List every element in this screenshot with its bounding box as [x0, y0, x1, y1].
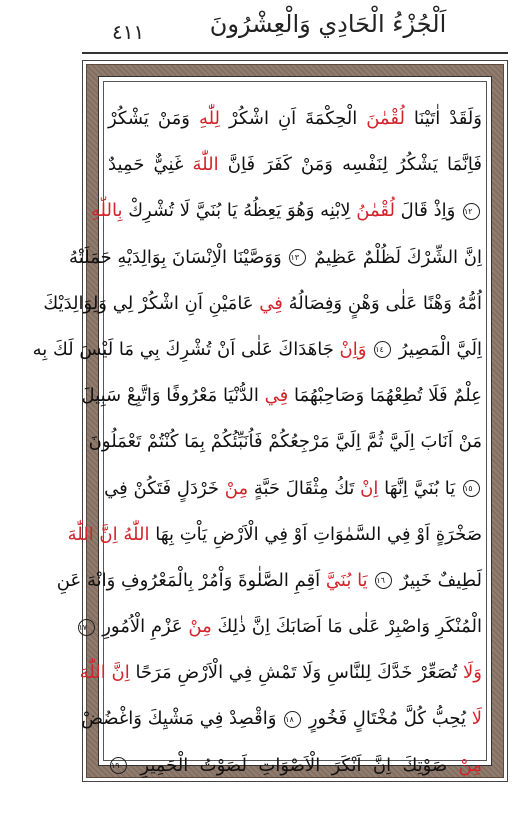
text-line	[108, 142, 482, 188]
verse-text	[366, 339, 372, 360]
ayah-number-marker: ١٧	[78, 619, 95, 636]
ayah-number-marker: ١٤	[374, 341, 391, 358]
highlighted-word: بِاللّٰهِ	[90, 200, 123, 222]
verse-text: يُحِبُّ كُلَّ مُخْتَالٍ فَخُورٍ	[303, 708, 472, 730]
highlighted-word: لُقْمٰنَ	[366, 108, 405, 129]
highlighted-word: اِنَّ اللّٰهَ	[79, 662, 130, 684]
text-line	[90, 188, 482, 234]
highlighted-word: مِنْ	[224, 477, 249, 499]
text-line	[81, 373, 482, 419]
text-line	[81, 696, 482, 742]
highlighted-word: لَا	[471, 708, 482, 730]
highlighted-word: وَاِنْ	[339, 338, 367, 360]
ayah-number-marker: ١٨	[284, 711, 301, 728]
verse-text: جَاهَدَاكَ عَلٰى اَنْ تُشْرِكَ بِي مَا لَيْسَ لَكَ بِه	[32, 338, 340, 360]
highlighted-word: اللّٰهُ	[123, 523, 150, 545]
verse-text: اِلَيَّ الْمَصِيرُ	[393, 338, 482, 360]
highlighted-word: لُقْمٰنُ	[356, 200, 395, 222]
verse-text: وَاِذْ قَالَ	[394, 200, 461, 222]
ayah-number-marker: ١٥	[463, 480, 480, 497]
verse-text: صَوْتِكَ اِنَّ اَنْكَرَ الْاَصْوَاتِ لَصَوْتُ الْحَمِيرِ	[129, 754, 459, 776]
verse-text: وَلَقَدْ اٰتَيْنَا	[404, 108, 482, 129]
verse-text: وَوَصَّيْنَا الْاِنْسَانَ بِوَالِدَيْهِ حَمَلَتْهُ	[69, 246, 288, 268]
text-line	[88, 419, 482, 465]
verse-text: لِابْنِه وَهُوَ يَعِظُهُ يَا بُنَيَّ لَا تُشْرِكْ	[122, 200, 357, 222]
text-line	[108, 743, 482, 789]
verse-text: تُصَعِّرْ خَدَّكَ لِلنَّاسِ وَلَا تَمْشِ فِي الْاَرْضِ مَرَحًا	[129, 662, 464, 684]
highlighted-word: اللّٰهَ	[192, 154, 219, 176]
highlighted-word: اِنَّ اللّٰهَ	[67, 523, 118, 545]
verse-text: وَمَنْ يَشْكُرْ	[108, 108, 199, 129]
text-line	[69, 235, 482, 281]
text-line	[79, 650, 482, 696]
text-line	[108, 96, 482, 142]
page-number: ٤١١	[112, 20, 145, 44]
header-rule	[82, 52, 508, 54]
page-header	[0, 0, 518, 62]
ayah-number-marker: ١٩	[110, 757, 127, 774]
text-line	[78, 604, 482, 650]
verse-text: وَاقْصِدْ فِي مَشْيِكَ وَاغْضُضْ	[81, 708, 283, 730]
verse-text: الْحِكْمَةَ اَنِ اشْكُرْ	[220, 108, 367, 129]
verse-text: اِنَّ الشِّرْكَ لَظُلْمٌ عَظِيمٌ	[308, 246, 482, 268]
verse-text: الدُّنْيَا مَعْرُوفًا وَاتَّبِعْ سَبِيلَ	[81, 385, 265, 407]
highlighted-word: فِي	[259, 292, 283, 314]
highlighted-word: لِلّٰهِ	[198, 108, 221, 129]
highlighted-word: يَا بُنَيَّ	[325, 569, 368, 591]
highlighted-word: مِنْ	[458, 754, 482, 776]
highlighted-word: وَلَا	[463, 662, 482, 684]
verse-text: عَامَيْنِ اَنِ اشْكُرْ لِي وَلِوَالِدَيْكَ	[43, 292, 260, 314]
verse-text: عِلْمٌ فَلَا تُطِعْهُمَا وَصَاحِبْهُمَا	[288, 385, 482, 407]
text-line	[104, 466, 482, 512]
ayah-number-marker: ١٢	[463, 203, 480, 220]
verse-text: عَزْمِ الْاُمُورِ	[96, 616, 189, 638]
highlighted-word: فِي	[264, 385, 289, 407]
verse-text: اَقِمِ الصَّلٰوةَ وَاْمُرْ بِالْمَعْرُوفِ وَانْهَ عَنِ	[56, 569, 326, 591]
verse-text: تَكُ مِثْقَالَ حَبَّةٍ	[248, 477, 361, 499]
ayah-number-marker: ١٣	[289, 249, 306, 266]
highlighted-word: اِنْ	[360, 477, 379, 499]
text-line	[32, 327, 482, 373]
text-line	[43, 281, 482, 327]
verse-text: لَطِيفٌ خَبِيرٌ	[394, 569, 482, 591]
verse-text: مَنْ اَنَابَ اِلَيَّ ثُمَّ اِلَيَّ مَرْجِعُكُمْ فَاُنَبِّئُكُمْ بِمَا كُنْتُمْ تَعْمَلُونَ	[88, 431, 482, 453]
verse-text: فَاِنَّمَا يَشْكُرُ لِنَفْسِه وَمَنْ كَفَرَ فَاِنَّ	[218, 154, 482, 176]
verse-text: يَا بُنَيَّ اِنَّهَا	[378, 477, 461, 499]
verse-text: خَرْدَلٍ فَتَكُنْ فِي	[104, 477, 225, 499]
verse-text: غَنِيٌّ حَمِيدٌ	[108, 154, 193, 176]
verse-text: الْمُنْكَرِ وَاصْبِرْ عَلٰى مَا اَصَابَكَ اِنَّ ذٰلِكَ	[211, 616, 482, 638]
ayah-number-marker: ١٦	[375, 572, 392, 589]
verse-text	[368, 570, 374, 591]
highlighted-word: مِنْ	[188, 616, 212, 638]
text-line	[56, 558, 482, 604]
verse-text: اُمُّهُ وَهْنًا عَلٰى وَهْنٍ وَفِصَالُهُ	[282, 292, 482, 314]
juz-title: اَلْجُزْءُ الْحَادِي وَالْعِشْرُونَ	[209, 10, 447, 38]
text-line	[67, 512, 482, 558]
verse-text: صَخْرَةٍ اَوْ فِي السَّمٰوَاتِ اَوْ فِي الْاَرْضِ يَاْتِ بِهَا	[149, 523, 482, 545]
quran-text-area	[32, 96, 482, 789]
